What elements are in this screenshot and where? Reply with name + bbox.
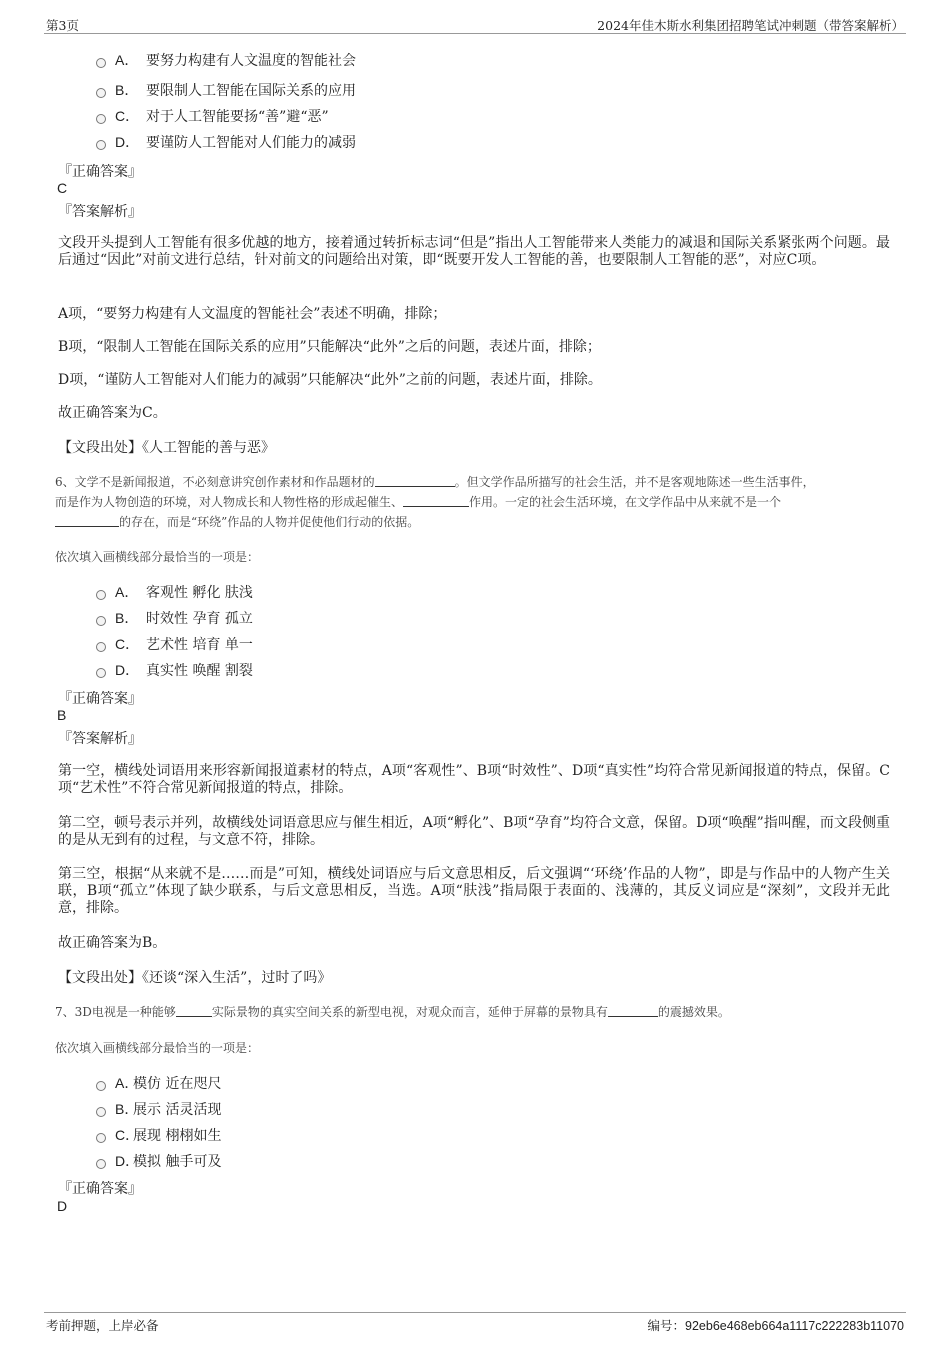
radio-icon[interactable] xyxy=(96,1107,106,1117)
radio-icon[interactable] xyxy=(96,668,106,678)
q5-option-b[interactable]: B． 要限制人工智能在国际关系的应用 xyxy=(96,80,356,100)
radio-icon[interactable] xyxy=(96,140,106,150)
q7-option-b[interactable]: B．展示 活灵活现 xyxy=(96,1099,221,1119)
q5-option-a[interactable]: A． 要努力构建有人文温度的智能社会 xyxy=(96,50,356,70)
q7-answer-label: 『正确答案』 xyxy=(58,1181,142,1197)
q6-source: 【文段出处】《还谈“深入生活”，过时了吗》 xyxy=(58,970,332,986)
q7-stem: 7、3D电视是一种能够 实际景物的真实空间关系的新型电视，对观众而言，延伸于屏幕的景物具有 的震撼效果。 xyxy=(55,1005,730,1019)
q5-source: 【文段出处】《人工智能的善与恶》 xyxy=(58,440,275,456)
q5-answer: C xyxy=(57,180,68,196)
blank-3 xyxy=(55,515,119,527)
footer-slogan: 考前押题，上岸必备 xyxy=(46,1318,159,1333)
page-footer xyxy=(44,1312,906,1332)
blank-1 xyxy=(375,475,455,487)
page-number: 第3页 xyxy=(46,18,79,33)
q6-analysis-label: 『答案解析』 xyxy=(58,731,142,747)
page-header xyxy=(44,14,906,34)
q7-option-a[interactable]: A．模仿 近在咫尺 xyxy=(96,1073,221,1093)
q7-prompt: 依次填入画横线部分最恰当的一项是： xyxy=(55,1041,260,1055)
q6-option-c[interactable]: C． 艺术性 培育 单一 xyxy=(96,634,253,654)
q7-option-c[interactable]: C．展现 栩栩如生 xyxy=(96,1125,221,1145)
q6-analysis-p3: 第三空，根据“从来就不是……而是”可知，横线处词语应与后文意思相反，后文强调“‘环绕’作品的人物”，即是与作品中的人物产生关联，B项“孤立”体现了缺少联系，与后文意思相反，当选。A项“肤浅”指局限于表面的、浅薄的，其反义词应是“深刻”，文段并无此意，排除。 xyxy=(58,866,890,916)
q5-analysis-label: 『答案解析』 xyxy=(58,204,142,220)
radio-icon[interactable] xyxy=(96,616,106,626)
radio-icon[interactable] xyxy=(96,114,106,124)
q6-option-d[interactable]: D． 真实性 唤醒 割裂 xyxy=(96,660,253,680)
q7-answer: D xyxy=(57,1198,68,1214)
radio-icon[interactable] xyxy=(96,590,106,600)
radio-icon[interactable] xyxy=(96,642,106,652)
q6-option-b[interactable]: B． 时效性 孕育 孤立 xyxy=(96,608,253,628)
q6-option-a[interactable]: A． 客观性 孵化 肤浅 xyxy=(96,582,253,602)
q5-analysis-p1: 文段开头提到人工智能有很多优越的地方，接着通过转折标志词“但是”指出人工智能带来人类能力的减退和国际关系紧张两个问题。最后通过“因此”对前文进行总结，针对前文的问题给出对策，即“既要开发人工智能的善，也要限制人工智能的恶”，对应C项。 xyxy=(58,235,890,268)
q5-answer-label: 『正确答案』 xyxy=(58,164,142,180)
radio-icon[interactable] xyxy=(96,1081,106,1091)
document-title: 2024年佳木斯水利集团招聘笔试冲刺题（带答案解析） xyxy=(597,18,904,33)
q6-prompt: 依次填入画横线部分最恰当的一项是： xyxy=(55,550,260,564)
q5-analysis-p4: D项，“谨防人工智能对人们能力的减弱”只能解决“此外”之前的问题，表述片面，排除。 xyxy=(58,372,602,388)
radio-icon[interactable] xyxy=(96,1159,106,1169)
q7-option-d[interactable]: D．模拟 触手可及 xyxy=(96,1151,221,1171)
q6-answer-label: 『正确答案』 xyxy=(58,691,142,707)
radio-icon[interactable] xyxy=(96,58,106,68)
q5-analysis-p2: A项，“要努力构建有人文温度的智能社会”表述不明确，排除； xyxy=(58,306,447,322)
q6-analysis-p2: 第二空，顿号表示并列，故横线处词语意思应与催生相近，A项“孵化”、B项“孕育”均符合文意，保留。D项“唤醒”指叫醒，而文段侧重的是从无到有的过程，与文意不符，排除。 xyxy=(58,815,890,848)
radio-icon[interactable] xyxy=(96,88,106,98)
q5-option-c[interactable]: C． 对于人工智能要扬“善”避“恶” xyxy=(96,106,329,126)
q5-analysis-p3: B项，“限制人工智能在国际关系的应用”只能解决“此外”之后的问题，表述片面，排除； xyxy=(58,339,601,355)
blank-2 xyxy=(608,1005,658,1017)
q6-analysis-p1: 第一空，横线处词语用来形容新闻报道素材的特点，A项“客观性”、B项“时效性”、D项“真实性”均符合常见新闻报道的特点，保留。C项“艺术性”不符合常见新闻报道的特点，排除。 xyxy=(58,763,890,796)
q5-analysis-p5: 故正确答案为C。 xyxy=(58,405,167,421)
blank-2 xyxy=(403,495,469,507)
q5-option-d[interactable]: D． 要谨防人工智能对人们能力的减弱 xyxy=(96,132,356,152)
radio-icon[interactable] xyxy=(96,1133,106,1143)
document-code: 编号：92eb6e468eb664a1117c222283b11070 xyxy=(647,1318,904,1333)
blank-1 xyxy=(176,1005,212,1017)
q6-analysis-p4: 故正确答案为B。 xyxy=(58,935,167,951)
q6-answer: B xyxy=(57,707,67,723)
q6-stem: 6、文学不是新闻报道，不必刻意讲究创作素材和作品题材的 。但文学作品所描写的社会生活，并不是客观地陈述一些生活事件， 而是作为人物创造的环境，对人物成长和人物性格的形成起催生、 作用。一定的社会生活环境，在文学作品中从来就不是一个 的存在，而是“环绕”作品的人物并促使他们行动的依据。 xyxy=(55,475,815,529)
